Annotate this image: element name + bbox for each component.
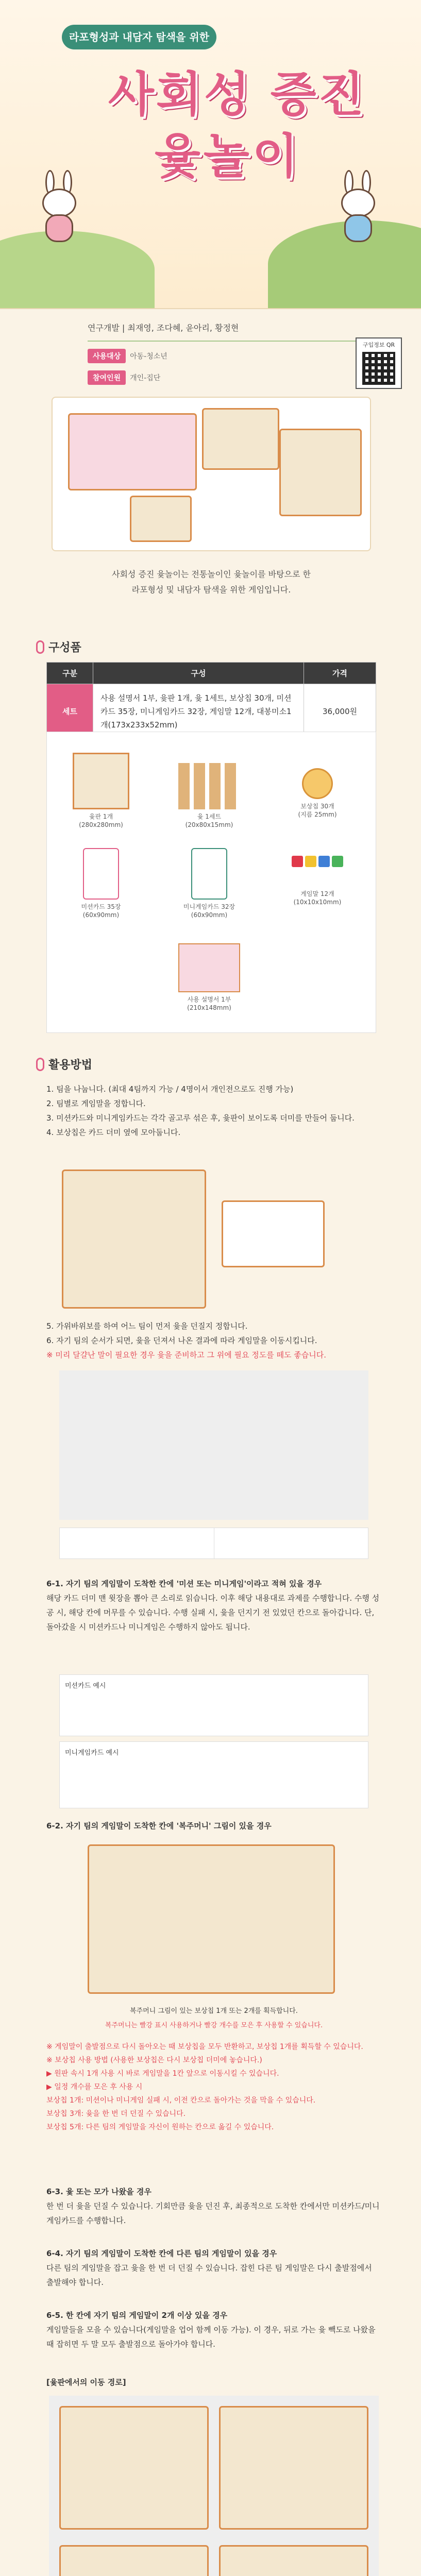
item-size: (60x90mm) [191, 911, 228, 919]
step-5: 5. 가위바위보를 하여 어느 팀이 먼저 윷을 던질지 정합니다. [46, 1321, 248, 1331]
rule-3: ▶ 원판 속시 1개 사용 시 바로 게임말을 1칸 앞으로 이동시킬 수 있습니다. [46, 2070, 279, 2078]
qr-label: 구입정보 QR [362, 342, 395, 348]
composition-heading [36, 639, 81, 655]
item-name: 윷판 1개 [89, 813, 113, 820]
route-diagram-1 [59, 2406, 209, 2530]
yut-results-panel [59, 1370, 368, 1520]
step-6-1-body: 해당 카드 더미 맨 윗장을 뽑아 큰 소리로 읽습니다. 이후 해당 내용대로 과제를 수행합니다. 수행 성공 시, 해당 칸에 머무를 수 있습니다. 수행 실패 시, 윷을 던지기 전 있었던 칸으로 돌아갑니다. 단, 돌아갔을 시 미션카드나 미니게임은 수행하지 않아도 됩니다. [46, 1594, 380, 1632]
rabbit-right-illustration [335, 170, 381, 242]
column-header: 구분 [47, 663, 93, 684]
route-diagram-3 [59, 2545, 209, 2576]
rule-6: 보상칩 3개: 윷을 한 번 더 던질 수 있습니다. [46, 2110, 186, 2118]
rule-7: 보상칩 5개: 다른 팀의 게임말을 자신이 원하는 칸으로 옮길 수 있습니다. [46, 2123, 274, 2131]
manual-icon [178, 943, 240, 992]
howto-title: 활용방법 [48, 1059, 93, 1072]
step-6-5-body: 게임말들을 모을 수 있습니다(게임말을 업어 함께 이동 가능). 이 경우, 뒤로 가는 윷 빽도로 나왔을 때 잡히면 두 말 모두 출발점으로 돌아가야 합니다. [46, 2325, 376, 2349]
bokjumeoni-board-image [88, 1844, 335, 1994]
route-diagram-2 [219, 2406, 368, 2530]
item-name: 미션카드 35장 [81, 903, 121, 910]
intro-line2: 라포형성 및 내담자 탐색을 위한 게임입니다. [131, 585, 291, 595]
route-diagrams-panel [49, 2396, 379, 2576]
mission-example-label: 미션카드 예시 [65, 1682, 106, 1690]
step-6-4 [46, 2246, 381, 2290]
steps-5-6 [46, 1319, 381, 1362]
rule-5: 보상칩 1개: 미션이나 미니게임 실패 시, 이전 칸으로 돌아가는 것을 막을 수 있습니다. [46, 2096, 316, 2105]
step-6-2-rules [46, 2040, 381, 2134]
item-manual [171, 943, 248, 1012]
hero-title-line1: 사회성 증진 [108, 67, 366, 122]
mission-card-icon [83, 848, 119, 900]
rabbit-left-illustration [36, 170, 82, 242]
item-yut [171, 763, 248, 829]
component-gallery [46, 732, 376, 1033]
howto-heading [36, 1056, 92, 1072]
item-name: 윷 1세트 [197, 813, 222, 820]
minigame-example-box [59, 1741, 368, 1808]
item-size: (10x10x10mm) [293, 899, 342, 906]
column-header: 가격 [304, 663, 376, 684]
step-6-3-body: 한 번 더 윷을 던질 수 있습니다. 기회만큼 윷을 던진 후, 최종적으로 도착한 칸에서만 미션카드/미니게임카드를 수행합니다. [46, 2201, 380, 2225]
item-minigame-cards [171, 848, 248, 919]
mission-example-box [59, 1674, 368, 1736]
content-cell: 사용 설명서 1부, 윷판 1개, 윷 1세트, 보상칩 30개, 미션카드 35장, 미니게임카드 32장, 게임말 12개, 대봉미소1개(173x233x52mm) [93, 684, 304, 739]
minigame-example-label: 미니게임카드 예시 [65, 1749, 119, 1757]
product-photo [52, 397, 371, 551]
step-1: 1. 팀을 나눕니다. (최대 4팀까지 가능 / 4명이서 개인전으로도 진행 가능) [46, 1084, 294, 1094]
set-cell: 세트 [47, 684, 93, 739]
cards-image [130, 496, 192, 542]
game-pieces-icon [281, 856, 353, 887]
step-6: 6. 자기 팀의 순서가 되면, 윷을 던져서 나온 결과에 따라 게임말을 이동시킵니다. [46, 1336, 317, 1345]
composition-table [46, 662, 376, 739]
step-3: 3. 미션카드와 미니게임카드는 각각 골고루 섞은 후, 윷판이 보이도록 더미를 만들어 둡니다. [46, 1113, 355, 1123]
people-row [88, 370, 356, 385]
item-size: (지름 25mm) [298, 811, 337, 818]
hero-title-line2: 윷놀이 [155, 129, 301, 184]
target-value: 아동-청소년 [130, 352, 167, 361]
route-label: [윷판에서의 이동 경로] [46, 2378, 126, 2387]
caption-2: 복주머니는 빨강 표시 사용하거나 빨강 개수를 모은 후 사용할 수 있습니다. [105, 2022, 323, 2029]
step-6-2-caption [46, 2004, 381, 2033]
step-2: 2. 팀별로 게임말을 정합니다. [46, 1099, 146, 1108]
step-6-3 [46, 2184, 381, 2228]
route-diagram-4 [219, 2545, 368, 2576]
item-mission-cards [62, 848, 140, 919]
item-name: 보상칩 30개 [300, 803, 334, 810]
item-size: (60x90mm) [82, 911, 120, 919]
price-cell: 36,000원 [304, 684, 376, 739]
item-name: 미니게임카드 32장 [183, 903, 235, 910]
game-box-lid-image [202, 408, 279, 470]
game-box-image [68, 413, 197, 490]
step-6-4-title: 6-4. 자기 팀의 게임말이 도착한 칸에 다른 팀의 게임말이 있을 경우 [46, 2249, 277, 2258]
pin-icon [36, 640, 44, 654]
intro-text [72, 567, 350, 598]
item-chips [279, 768, 356, 819]
caption-1: 복주머니 그림이 있는 보상칩 1개 또는 2개를 획득합니다. [130, 2007, 298, 2015]
target-row [88, 349, 356, 363]
intro-line1: 사회성 증진 윷놀이는 전통놀이인 윷놀이를 바탕으로 한 [111, 569, 311, 579]
step-6-3-title: 6-3. 윷 또는 모가 나왔을 경우 [46, 2187, 151, 2196]
rule-1: ※ 게임말이 출발점으로 다시 돌아오는 때 보상칩을 모두 반환하고, 보상칩 1개를 획득할 수 있습니다. [46, 2043, 363, 2051]
board-icon [73, 753, 129, 809]
item-size: (20x80x15mm) [185, 821, 233, 828]
hero-banner [0, 0, 421, 309]
board-setup-image [62, 1170, 206, 1309]
composition-title: 구성품 [48, 641, 81, 654]
item-name: 사용 설명서 1부 [187, 996, 231, 1003]
minigame-card-icon [191, 848, 227, 900]
column-header: 구성 [93, 663, 304, 684]
product-info [88, 309, 356, 385]
step-6-note: ※ 미리 달걀난 말이 필요한 경우 윷을 준비하고 그 위에 필요 정도를 떼도 좋습니다. [46, 1350, 327, 1360]
steps-1-4 [46, 1082, 381, 1140]
purchase-qr[interactable] [356, 337, 402, 389]
cards-setup-image [222, 1200, 325, 1267]
step-6-1-title: 6-1. 자기 팀의 게임말이 도착한 칸에 '미션 또는 미니게임'이라고 적혀 있을 경우 [46, 1579, 322, 1588]
qr-code-icon [362, 352, 395, 385]
board-image [279, 429, 362, 516]
author-line: 연구개발 | 최재영, 조다혜, 윤아리, 황정현 [88, 321, 356, 342]
pin-icon [36, 1058, 44, 1071]
step-6-2-title: 6-2. 자기 팀의 게임말이 도착한 칸에 '복주머니' 그림이 있을 경우 [46, 1821, 272, 1831]
hill-left [0, 231, 155, 308]
people-value: 개인-집단 [130, 374, 161, 382]
hero-subtitle: 라포형성과 내담자 탐색을 위한 [62, 25, 216, 49]
table-row [47, 684, 376, 739]
item-name: 게임말 12개 [300, 890, 334, 897]
rule-4: ▶ 일정 개수를 모은 후 사용 시 [46, 2083, 143, 2091]
step-6-4-body: 다른 팀의 게임말을 잡고 윷을 한 번 더 던질 수 있습니다. 잡힌 다른 팀 게임말은 다시 출발점에서 출발해야 합니다. [46, 2263, 372, 2287]
item-game-pieces [279, 856, 356, 906]
reward-chip-icon [302, 768, 333, 799]
rule-2: ※ 보상칩 사용 방법 (사용한 보상칩은 다시 보상칩 더미에 놓습니다.) [46, 2056, 262, 2064]
step-6-2 [46, 1819, 381, 1833]
item-board [62, 753, 140, 829]
step-6-5-title: 6-5. 한 칸에 자기 팀의 게임말이 2개 이상 있을 경우 [46, 2311, 228, 2320]
yut-sticks-icon [178, 763, 240, 809]
target-label: 사용대상 [88, 349, 126, 363]
step-4: 4. 보상칩은 카드 더미 옆에 모아둡니다. [46, 1128, 181, 1137]
item-size: (280x280mm) [79, 821, 123, 828]
item-size: (210x148mm) [187, 1004, 231, 1011]
step-6-5 [46, 2308, 381, 2351]
yut-results-table [59, 1528, 368, 1559]
people-label: 참여인원 [88, 370, 126, 385]
step-6-1 [46, 1577, 381, 1634]
